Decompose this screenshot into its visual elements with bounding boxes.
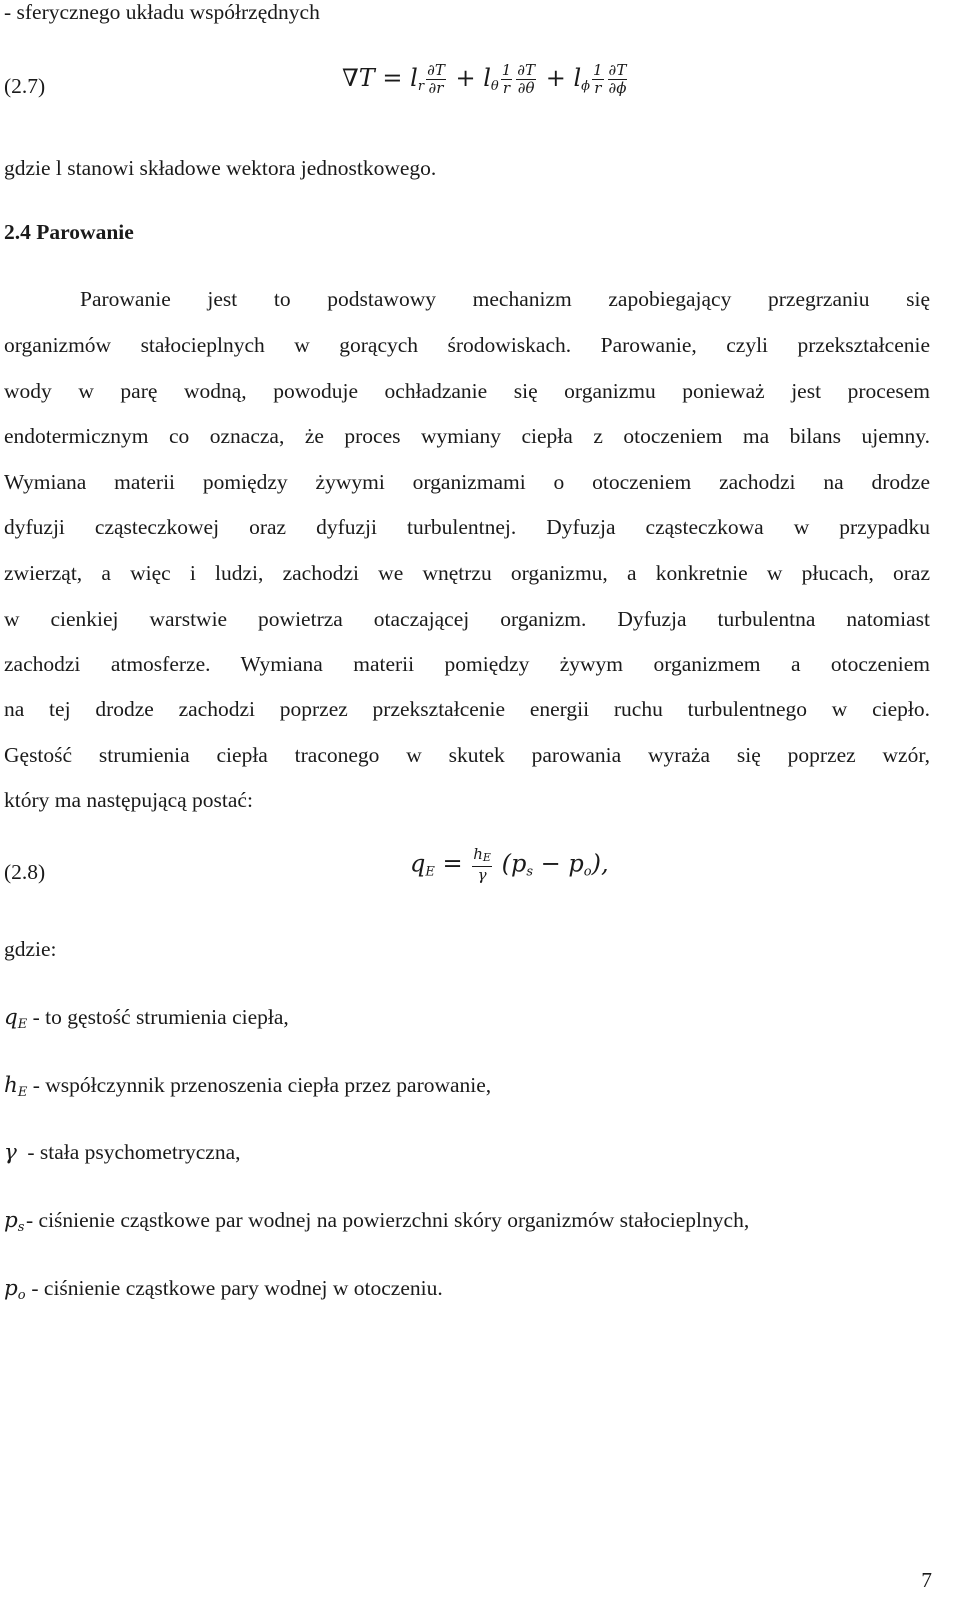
paragraph-line: wody w parę wodną, powoduje ochładzanie się organizmu ponieważ jest procesem	[4, 379, 930, 403]
section-heading: 2.4 Parowanie	[4, 220, 134, 244]
paragraph-line: dyfuzji cząsteczkowej oraz dyfuzji turbulentnej. Dyfuzja cząsteczkowa w przypadku	[4, 515, 930, 539]
paragraph-line: endotermicznym co oznacza, że proces wymiany ciepła z otoczeniem ma bilans ujemny.	[4, 424, 930, 448]
definition-p-s: $p_s-$ ciśnienie cząstkowe par wodnej na powierzchni skóry organizmów stałocieplnych,	[4, 1208, 750, 1235]
paragraph-line: Gęstość strumienia ciepła traconego w skutek parowania wyraża się poprzez wzór,	[4, 743, 930, 767]
definition-h-e: $h_E$ - współczynnik przenoszenia ciepła przez parowanie,	[4, 1073, 492, 1100]
equation-number-2-8: (2.8)	[4, 860, 46, 884]
paragraph-line: na tej drodze zachodzi poprzez przekształcenie energii ruchu turbulentnego w ciepło.	[4, 697, 930, 721]
page-number: 7	[921, 1568, 932, 1592]
equation-number-2-7: (2.7)	[4, 74, 46, 98]
definition-q-e: $q_E$ - to gęstość strumienia ciepła,	[4, 1005, 289, 1032]
definition-p-o: $p_o$ - ciśnienie cząstkowe pary wodnej w otoczeniu.	[4, 1276, 443, 1303]
top-line: - sferycznego układu współrzędnych	[4, 0, 320, 24]
paragraph-line: zachodzi atmosferze. Wymiana materii pomiędzy żywym organizmem a otoczeniem	[4, 652, 930, 676]
paragraph-line: który ma następującą postać:	[4, 788, 253, 812]
definition-text: - współczynnik przenoszenia ciepła przez parowanie,	[27, 1073, 492, 1097]
equation-2-7: $\nabla T = l_r$ $\frac{\partial T}{\partial r}$ + $l_\theta$ $\frac{1}{r}$ $\frac{\partial T}{\partial\theta}$ + $l_\phi$ $\frac{1}{r}$ $\frac{\partial T}{\partial\phi}$	[342, 61, 627, 97]
definition-text: - ciśnienie cząstkowe pary wodnej w otoczeniu.	[26, 1276, 443, 1300]
paragraph-line: zwierząt, a więc i ludzi, zachodzi we wnętrzu organizmu, a konkretnie w płucach, oraz	[4, 561, 930, 585]
paragraph-line: organizmów stałocieplnych w gorących środowiskach. Parowanie, czyli przekształcenie	[4, 333, 930, 357]
paragraph-line: w cienkiej warstwie powietrza otaczającej organizm. Dyfuzja turbulentna natomiast	[4, 607, 930, 631]
gdzie-label: gdzie:	[4, 937, 57, 961]
paragraph-line: Wymiana materii pomiędzy żywymi organizmami o otoczeniem zachodzi na drodze	[4, 470, 930, 494]
equation-2-8: $q_E$ = $\frac{hE}{\gamma}$ $(p_s - p_o)$,	[410, 845, 609, 884]
definition-gamma: γ - stała psychometryczna,	[4, 1140, 241, 1165]
paragraph-line: Parowanie jest to podstawowy mechanizm zapobiegający przegrzaniu się	[80, 287, 930, 311]
definition-text: - to gęstość strumienia ciepła,	[27, 1005, 289, 1029]
definition-text: - stała psychometryczna,	[22, 1140, 241, 1164]
after-equation-text: gdzie l stanowi składowe wektora jednostkowego.	[4, 156, 437, 180]
definition-text: - ciśnienie cząstkowe par wodnej na powierzchni skóry organizmów stałocieplnych,	[26, 1208, 750, 1232]
